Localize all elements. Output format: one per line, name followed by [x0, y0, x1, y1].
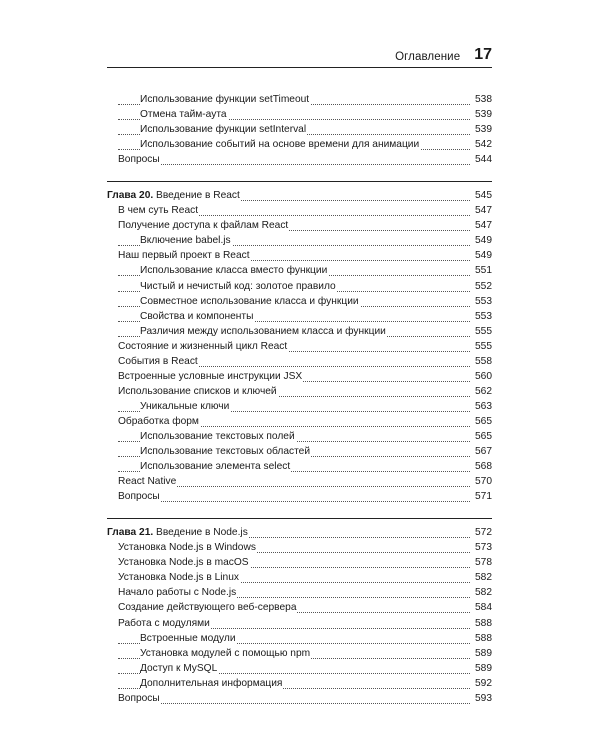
toc-entry-page: 553 — [475, 295, 492, 307]
toc-entry-title: Встроенные модули — [140, 632, 236, 644]
toc-entry-page: 582 — [475, 587, 492, 599]
toc-entry-title: Создание действующего веб-сервера — [118, 602, 297, 614]
toc-entry-page: 589 — [475, 647, 492, 659]
toc-entry-title: Чистый и нечистый код: золотое правило — [140, 280, 336, 292]
toc-entry-title: Вопросы — [118, 491, 160, 503]
toc-entry[interactable] — [107, 354, 492, 369]
toc-entry-page: 539 — [475, 109, 492, 121]
toc-entry[interactable] — [107, 203, 492, 218]
toc-entry[interactable] — [107, 676, 492, 691]
toc-entry-title: Доступ к MySQL — [140, 662, 218, 674]
toc-entry-title: Использование функции setInterval — [140, 124, 307, 136]
toc-entry[interactable] — [107, 263, 492, 278]
toc-entry[interactable] — [107, 294, 492, 309]
toc-entry-title: Использование событий на основе времени для анимации — [140, 139, 420, 151]
toc-entry-title: Дополнительная информация — [140, 677, 283, 689]
header-title: Оглавление — [395, 51, 461, 63]
toc-entry-page: 573 — [475, 542, 492, 554]
toc-entry[interactable] — [107, 369, 492, 384]
toc-entry[interactable] — [107, 646, 492, 661]
chapter-title: Введение в Node.js — [156, 527, 248, 539]
toc-entry[interactable] — [107, 616, 492, 631]
chapter-label: Глава 21. — [107, 527, 154, 539]
chapter-title: Введение в React — [156, 190, 240, 202]
chapter-divider — [107, 181, 492, 182]
toc-entry-title: Начало работы с Node.js — [118, 587, 237, 599]
toc-entry[interactable] — [107, 585, 492, 600]
toc-entry-title: Работа с модулями — [118, 617, 210, 629]
toc-section-chapter19-tail — [107, 92, 492, 167]
toc-entry-title: Вопросы — [118, 692, 160, 704]
toc-entry-page: 542 — [475, 139, 492, 151]
toc-entry[interactable] — [107, 309, 492, 324]
toc-entry-page: 538 — [475, 94, 492, 105]
toc-entry[interactable] — [107, 661, 492, 676]
toc-entry-page: 549 — [475, 235, 492, 247]
toc-entry[interactable] — [107, 570, 492, 585]
toc-entry-page: 553 — [475, 310, 492, 322]
toc-entry-title: Использование текстовых полей — [140, 430, 295, 442]
toc-section-chapter21 — [107, 540, 492, 706]
toc-entry-title: Установка Node.js в macOS — [118, 557, 249, 569]
toc-entry-title: Установка модулей с помощью npm — [140, 647, 311, 659]
toc-entry-title: Отмена тайм-аута — [140, 109, 227, 121]
toc-entry-title: React Native — [118, 476, 177, 488]
toc-section-chapter20 — [107, 203, 492, 504]
toc-entry-page: 570 — [475, 476, 492, 488]
toc-entry-title: Установка Node.js в Windows — [118, 542, 256, 554]
toc-entry-title: Встроенные условные инструкции JSX — [118, 370, 303, 382]
toc-entry-title: Включение babel.js — [140, 235, 231, 247]
toc-entry-page: 571 — [475, 491, 492, 503]
toc-entry-page: 578 — [475, 557, 492, 569]
toc-entry[interactable] — [107, 152, 492, 167]
toc-entry[interactable] — [107, 279, 492, 294]
toc-entry-page: 588 — [475, 617, 492, 629]
toc-entry[interactable] — [107, 107, 492, 122]
toc-entry-title: События в React — [118, 355, 198, 367]
chapter-label: Глава 20. — [107, 190, 154, 202]
running-header — [107, 44, 492, 68]
toc-entry[interactable] — [107, 384, 492, 399]
toc-entry-title: Свойства и компоненты — [140, 310, 254, 322]
toc-entry-title: Уникальные ключи — [140, 400, 230, 412]
leader-dots — [118, 702, 470, 704]
toc-entry-page: 544 — [475, 154, 492, 166]
toc-entry[interactable] — [107, 459, 492, 474]
toc-entry-title: Использование списков и ключей — [118, 385, 277, 397]
toc-entry[interactable] — [107, 248, 492, 263]
toc-entry[interactable] — [107, 691, 492, 706]
toc-chapter-20[interactable] — [107, 188, 492, 203]
toc-entry-title: Наш первый проект в React — [118, 250, 250, 262]
toc-entry-title: Вопросы — [118, 154, 160, 166]
toc-entry[interactable] — [107, 540, 492, 555]
toc-entry-title: Использование текстовых областей — [140, 446, 311, 458]
toc-entry-page: 547 — [475, 205, 492, 217]
toc-entry[interactable] — [107, 137, 492, 152]
toc-entry-title: Обработка форм — [118, 415, 199, 427]
toc-entry-page: 563 — [475, 400, 492, 412]
toc-entry-page: 555 — [475, 325, 492, 337]
toc-entry[interactable] — [107, 324, 492, 339]
chapter-divider — [107, 518, 492, 519]
toc-entry-title: Использование функции setTimeout — [140, 94, 310, 105]
toc-entry-page: 555 — [475, 340, 492, 352]
toc-entry[interactable] — [107, 339, 492, 354]
toc-entry-title: Использование класса вместо функции — [140, 265, 328, 277]
toc-entry-page: 558 — [475, 355, 492, 367]
toc-entry[interactable] — [107, 399, 492, 414]
toc-entry-title: Состояние и жизненный цикл React — [118, 340, 288, 352]
toc-entry-page: 565 — [475, 430, 492, 442]
toc-entry-page: 551 — [475, 265, 492, 277]
toc-entry-page: 593 — [475, 692, 492, 704]
toc-entry-title: Совместное использование класса и функции — [140, 295, 359, 307]
toc-entry-title: Установка Node.js в Linux — [118, 572, 239, 584]
toc-entry-page: 582 — [475, 572, 492, 584]
toc-entry-page: 565 — [475, 415, 492, 427]
toc-entry[interactable] — [107, 414, 492, 429]
header-page-number: 17 — [474, 46, 492, 63]
toc-entry[interactable] — [107, 474, 492, 489]
toc-entry-title: Различия между использованием класса и функции — [140, 325, 386, 337]
toc-entry[interactable] — [107, 218, 492, 233]
toc-entry-page: 560 — [475, 370, 492, 382]
toc-entry-page: 552 — [475, 280, 492, 292]
toc-entry[interactable] — [107, 600, 492, 615]
leader-dots — [118, 163, 470, 165]
toc-chapter-21[interactable] — [107, 525, 492, 540]
toc-entry[interactable] — [107, 555, 492, 570]
chapter-page: 572 — [475, 527, 492, 539]
toc-entry-page: 539 — [475, 124, 492, 136]
toc-entry-page: 549 — [475, 250, 492, 262]
toc-entry-page: 567 — [475, 446, 492, 458]
toc-entry[interactable] — [107, 122, 492, 137]
toc-entry-page: 589 — [475, 662, 492, 674]
toc-entry[interactable] — [107, 489, 492, 504]
toc-entry-page: 584 — [475, 602, 492, 614]
leader-dots — [118, 500, 470, 502]
toc-entry-title: В чем суть React — [118, 205, 199, 217]
toc-entry-page: 592 — [475, 677, 492, 689]
toc-entry-title: Получение доступа к файлам React — [118, 220, 289, 232]
chapter-page: 545 — [475, 190, 492, 202]
toc-entry-page: 562 — [475, 385, 492, 397]
toc-entry-page: 568 — [475, 461, 492, 473]
toc-entry[interactable] — [107, 92, 492, 107]
toc-entry-page: 588 — [475, 632, 492, 644]
toc-entry-page: 547 — [475, 220, 492, 232]
toc-entry[interactable] — [107, 631, 492, 646]
toc-entry-title: Использование элемента select — [140, 461, 291, 473]
table-of-contents — [107, 92, 492, 706]
toc-entry[interactable] — [107, 233, 492, 248]
toc-entry[interactable] — [107, 444, 492, 459]
toc-entry[interactable] — [107, 429, 492, 444]
